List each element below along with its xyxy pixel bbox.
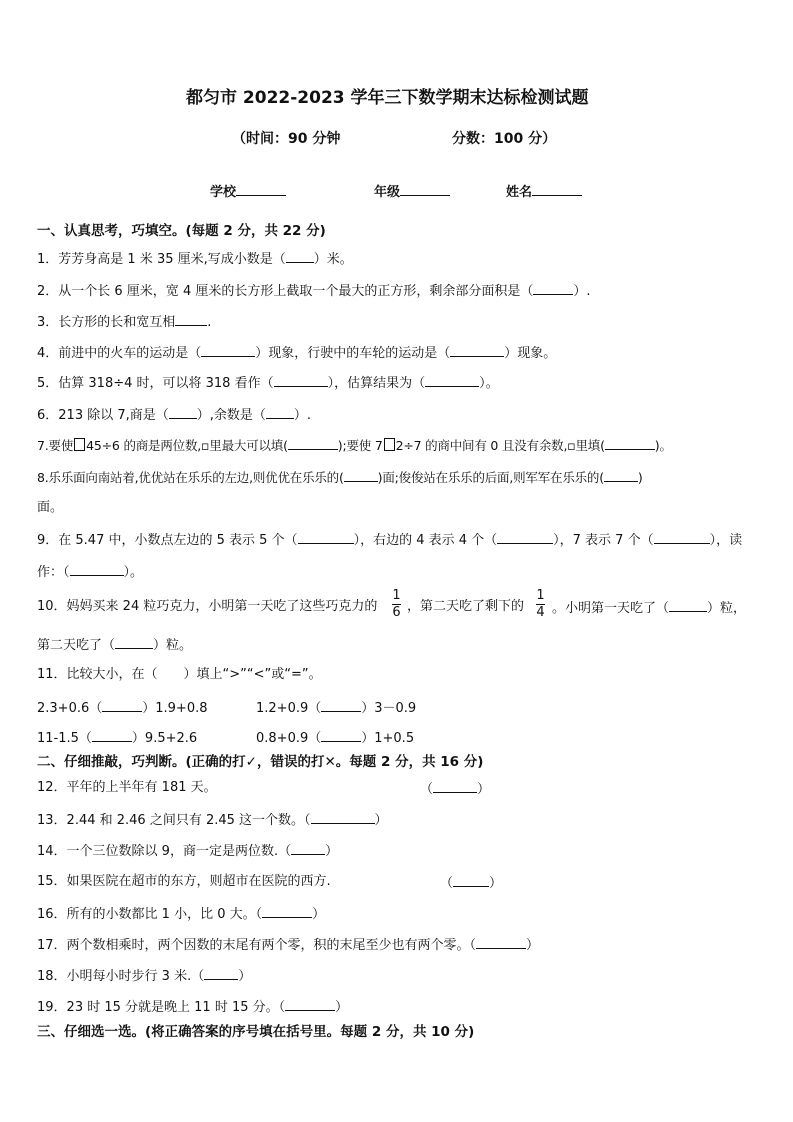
answer-blank[interactable] [311, 811, 375, 824]
question-8-cont: 面。 [37, 500, 64, 515]
fraction-one-fourth: 1 4 [536, 588, 545, 620]
question-11-item: 2.3+0.6（ ）1.9+0.8 [37, 701, 208, 716]
answer-blank[interactable] [288, 437, 338, 450]
question-10-cont: 第二天吃了（ ）粒。 [37, 638, 193, 653]
question-3: 3．长方形的长和宽互相 . [37, 315, 212, 330]
question-5: 5．估算 318÷4 时，可以将 318 看作（ ），估算结果为（ ）。 [37, 376, 499, 391]
question-9: 9．在 5.47 中，小数点左边的 5 表示 5 个（ ），右边的 4 表示 4 个（ ），7 表示 7 个（ ），读 [37, 533, 743, 548]
question-10-part2: ，第二天吃了剩下的 [407, 599, 525, 614]
answer-blank[interactable] [262, 905, 312, 918]
name-field [506, 183, 582, 201]
question-19: 19．23 时 15 分就是晚上 11 时 15 分。（ ） [37, 1000, 349, 1015]
answer-blank[interactable] [321, 699, 361, 712]
question-2: 2．从一个长 6 厘米，宽 4 厘米的长方形上截取一个最大的正方形，剩余部分面积是（ ）. [37, 284, 591, 299]
answer-blank[interactable] [169, 406, 197, 419]
question-4: 4．前进中的火车的运动是（ ）现象，行驶中的车轮的运动是（ ）现象。 [37, 346, 557, 361]
score-info: 分数：100 分） [452, 131, 557, 147]
answer-blank[interactable] [433, 780, 477, 793]
grade-blank[interactable] [400, 183, 450, 196]
answer-blank[interactable] [669, 599, 707, 612]
digit-box[interactable] [74, 438, 85, 451]
answer-blank[interactable] [102, 699, 142, 712]
answer-blank[interactable] [291, 842, 325, 855]
question-17: 17．两个数相乘时，两个因数的末尾有两个零，积的末尾至少也有两个零。（ ） [37, 938, 540, 953]
question-14: 14．一个三位数除以 9，商一定是两位数.（ ） [37, 844, 339, 859]
question-18: 18．小明每小时步行 3 米.（ ） [37, 969, 252, 984]
answer-blank[interactable] [604, 469, 638, 482]
question-13: 13．2.44 和 2.46 之间只有 2.45 这一个数。（ ） [37, 813, 388, 828]
name-label: 姓名 [506, 185, 533, 200]
answer-blank[interactable] [115, 636, 153, 649]
answer-blank[interactable] [285, 998, 335, 1011]
question-15: 15．如果医院在超市的东方，则超市在医院的西方. [37, 874, 331, 889]
question-10-part1: 10．妈妈买来 24 粒巧克力，小明第一天吃了这些巧克力的 [37, 599, 378, 614]
answer-blank[interactable] [605, 437, 655, 450]
question-7: 7.要使 45÷6 的商是两位数,▫里最大可以填( );要使 7 2÷7 的商中间有 0 且没有余数,▫里填( )。 [37, 438, 672, 453]
question-16: 16．所有的小数都比 1 小，比 0 大。（ ） [37, 907, 326, 922]
grade-field [374, 183, 450, 201]
answer-blank[interactable] [286, 250, 314, 263]
question-11-item: 0.8+0.9（ ）1+0.5 [256, 731, 415, 746]
answer-blank[interactable] [204, 967, 238, 980]
answer-blank[interactable] [298, 531, 354, 544]
section-2-heading: 二、仔细推敲，巧判断。(正确的打✓，错误的打✕。每题 2 分，共 16 分) [37, 754, 484, 770]
answer-blank[interactable] [476, 936, 526, 949]
school-blank[interactable] [236, 183, 286, 196]
answer-blank[interactable] [344, 469, 378, 482]
answer-blank[interactable] [266, 406, 294, 419]
answer-blank[interactable] [321, 729, 361, 742]
question-12-answer: （ ） [420, 782, 491, 797]
page-title: 都匀市 2022-2023 学年三下数学期末达标检测试题 [186, 88, 589, 108]
school-field [210, 183, 286, 201]
answer-blank[interactable] [92, 729, 132, 742]
answer-blank[interactable] [533, 282, 573, 295]
answer-blank[interactable] [274, 374, 328, 387]
question-11: 11．比较大小，在（ ）填上“>”“<”或“=”。 [37, 667, 322, 682]
digit-box[interactable] [384, 438, 395, 451]
question-6: 6．213 除以 7,商是（ ）,余数是（ ）. [37, 408, 312, 423]
fraction-one-sixth: 1 6 [392, 588, 401, 620]
question-11-item: 1.2+0.9（ ）3－0.9 [256, 701, 417, 716]
answer-blank[interactable] [425, 374, 479, 387]
section-1-heading: 一、认真思考，巧填空。(每题 2 分，共 22 分) [37, 223, 326, 239]
question-1: 1．芳芳身高是 1 米 35 厘米,写成小数是（ ）米。 [37, 252, 353, 267]
answer-blank[interactable] [70, 563, 124, 576]
question-15-answer: （ ） [440, 876, 503, 891]
question-8: 8.乐乐面向南站着,优优站在乐乐的左边,则优优在乐乐的( )面;俊俊站在乐乐的后面,则军军在乐乐的( ) [37, 470, 643, 485]
question-9-cont: 作：（ ）。 [37, 565, 144, 580]
school-label: 学校 [210, 185, 237, 200]
question-12: 12．平年的上半年有 181 天。 [37, 780, 217, 795]
answer-blank[interactable] [654, 531, 710, 544]
time-info: （时间：90 分钟 [232, 131, 341, 147]
answer-blank[interactable] [201, 344, 255, 357]
name-blank[interactable] [532, 183, 582, 196]
answer-blank[interactable] [175, 313, 207, 326]
grade-label: 年级 [374, 185, 401, 200]
answer-blank[interactable] [453, 874, 489, 887]
section-3-heading: 三、仔细选一选。(将正确答案的序号填在括号里。每题 2 分，共 10 分) [37, 1024, 475, 1040]
answer-blank[interactable] [497, 531, 553, 544]
answer-blank[interactable] [450, 344, 504, 357]
question-10-part3: 。小明第一天吃了（ ）粒， [552, 601, 747, 616]
question-11-item: 11-1.5（ ）9.5+2.6 [37, 731, 198, 746]
